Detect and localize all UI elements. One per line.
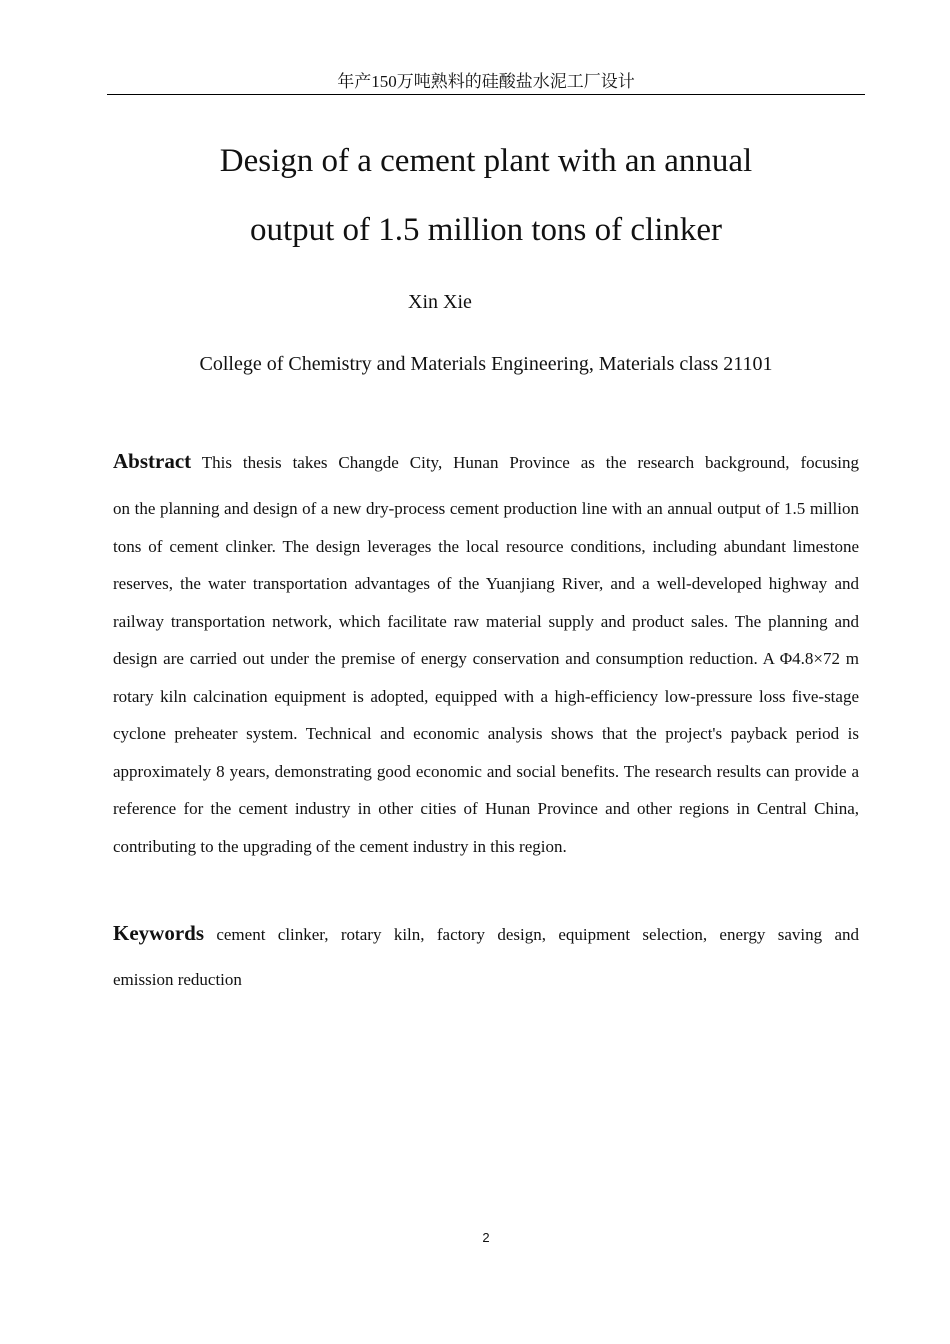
- keywords-section: [113, 912, 859, 999]
- paper-title-line-2: output of 1.5 million tons of clinker: [249, 212, 723, 248]
- abstract-label: Abstract: [113, 449, 192, 473]
- keywords-continuation: emission reduction: [113, 970, 242, 989]
- keywords-label: Keywords: [113, 921, 204, 945]
- abstract-section: [113, 440, 859, 865]
- author-affiliation: College of Chemistry and Materials Engineering, Materials class 21101: [199, 353, 773, 375]
- paper-title-line-1: Design of a cement plant with an annual: [219, 143, 753, 179]
- keywords-first-line-text: cement clinker, rotary kiln, factory design, equipment selection, energy saving and: [216, 925, 859, 944]
- paper-title: [60, 127, 912, 265]
- running-header: [107, 70, 865, 95]
- abstract-first-line-text: This thesis takes Changde City, Hunan Province as the research background, focusing: [201, 453, 859, 472]
- abstract-first-line: [113, 440, 859, 482]
- author-name: Xin Xie: [408, 291, 472, 313]
- running-header-title: 年产150万吨熟料的硅酸盐水泥工厂设计: [337, 72, 635, 91]
- abstract-body: on the planning and design of a new dry-process cement production line with an annual output of 1.5 million tons of cement clinker. The design leverages the local resource conditions, including abundant limestone reserves, the water transportation advantages of the Yuanjiang River, and a well-developed highway and railway transportation network, which facilitate raw material supply and product sales. The planning and design are carried out under the premise of energy conservation and consumption reduction. A Φ4.8×72 m rotary kiln calcination equipment is adopted, equipped with a high-efficiency low-pressure loss five-stage cyclone preheater system. Technical and economic analysis shows that the project's payback period is approximately 8 years, demonstrating good economic and social benefits. The research results can provide a reference for the cement industry in other cities of Hunan Province and other regions in Central China, contributing to the upgrading of the cement industry in this region.: [113, 499, 859, 856]
- keywords-first-line: [113, 912, 859, 954]
- page-number: 2: [482, 1230, 490, 1245]
